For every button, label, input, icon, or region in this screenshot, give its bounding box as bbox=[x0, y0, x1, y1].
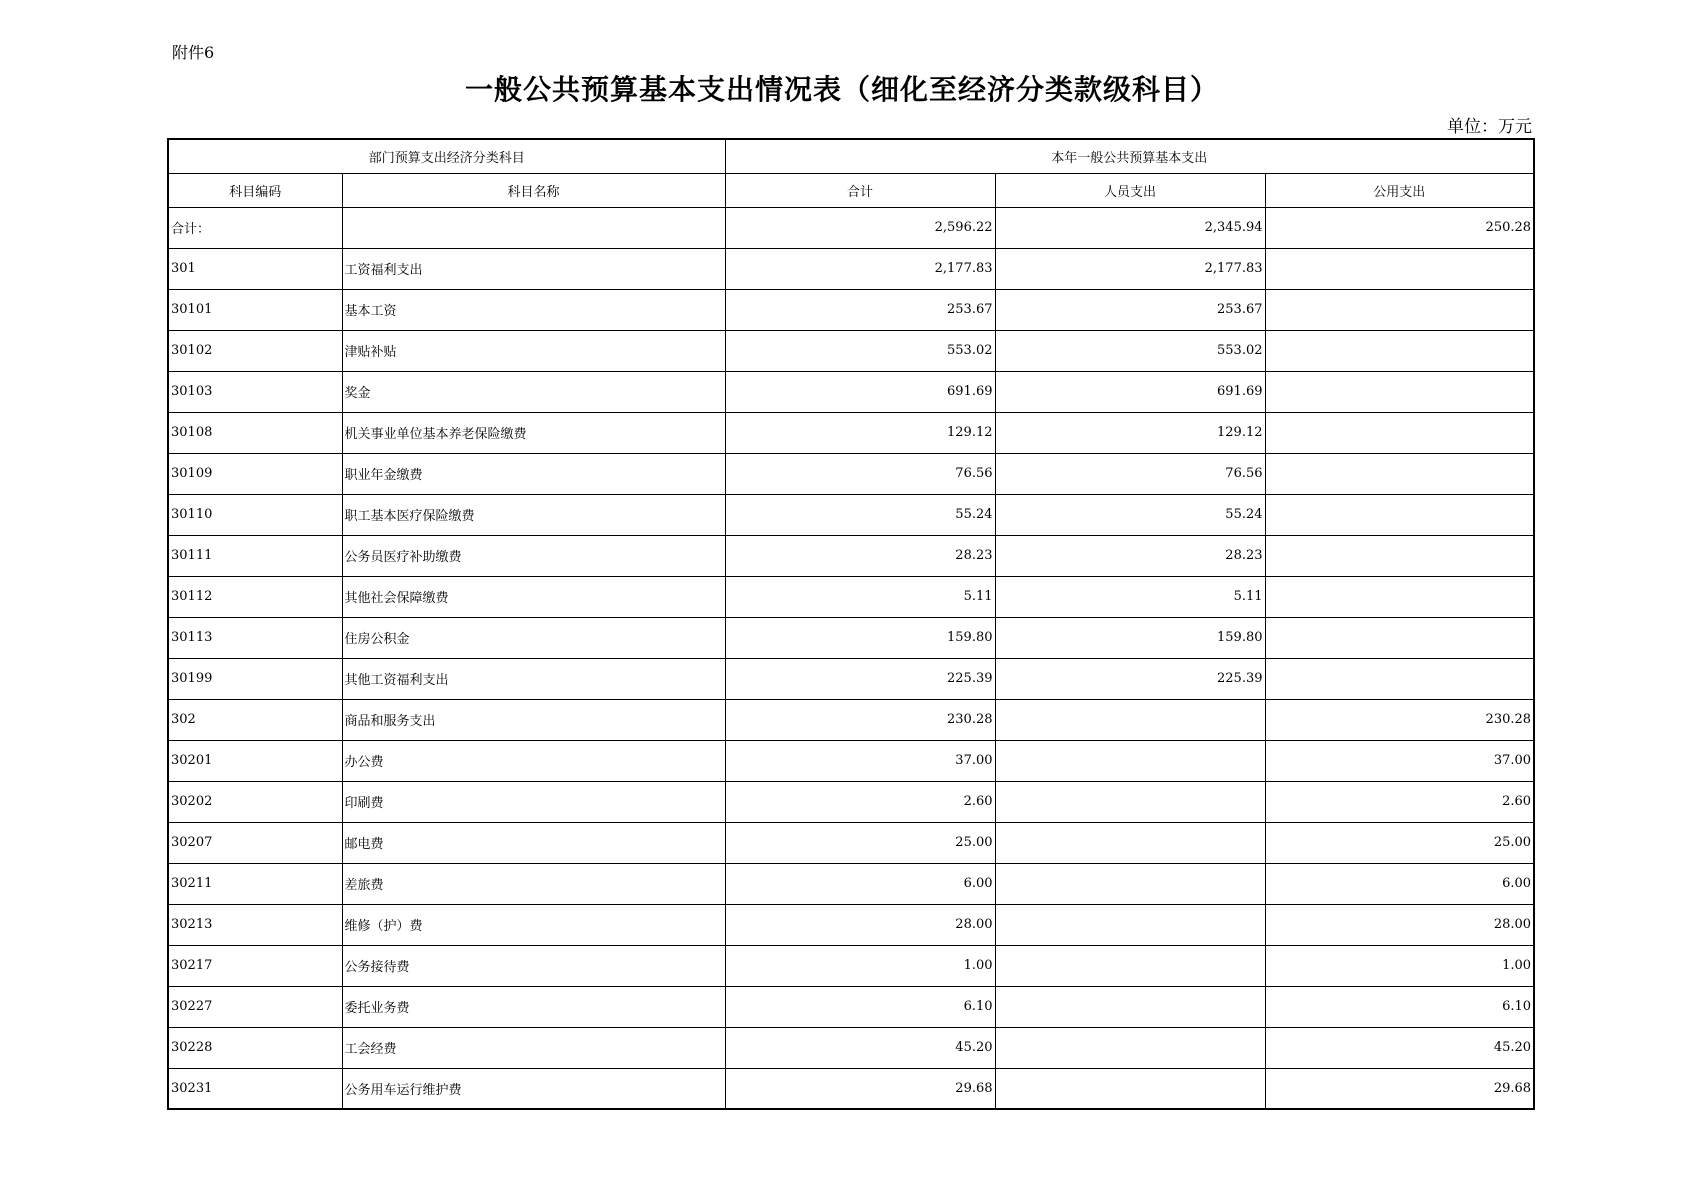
group-header-classification: 部门预算支出经济分类科目 bbox=[168, 139, 725, 173]
cell-public: 29.68 bbox=[1265, 1068, 1534, 1109]
cell-personnel: 2,345.94 bbox=[995, 207, 1265, 248]
cell-code: 30217 bbox=[168, 945, 342, 986]
cell-personnel bbox=[995, 986, 1265, 1027]
cell-code: 30201 bbox=[168, 740, 342, 781]
cell-total: 28.00 bbox=[725, 904, 995, 945]
table-row bbox=[168, 781, 1534, 822]
cell-code: 30102 bbox=[168, 330, 342, 371]
cell-code: 301 bbox=[168, 248, 342, 289]
cell-public bbox=[1265, 658, 1534, 699]
cell-name: 其他社会保障缴费 bbox=[342, 576, 725, 617]
cell-code: 30103 bbox=[168, 371, 342, 412]
cell-total: 691.69 bbox=[725, 371, 995, 412]
table-row bbox=[168, 289, 1534, 330]
cell-public bbox=[1265, 453, 1534, 494]
column-header-name: 科目名称 bbox=[342, 173, 725, 207]
cell-public bbox=[1265, 371, 1534, 412]
cell-code: 30213 bbox=[168, 904, 342, 945]
cell-public: 28.00 bbox=[1265, 904, 1534, 945]
table-row bbox=[168, 207, 1534, 248]
cell-personnel: 159.80 bbox=[995, 617, 1265, 658]
cell-public: 37.00 bbox=[1265, 740, 1534, 781]
table-row bbox=[168, 986, 1534, 1027]
table-row bbox=[168, 576, 1534, 617]
cell-personnel bbox=[995, 740, 1265, 781]
cell-total: 76.56 bbox=[725, 453, 995, 494]
cell-code: 302 bbox=[168, 699, 342, 740]
cell-name: 公务用车运行维护费 bbox=[342, 1068, 725, 1109]
cell-name bbox=[342, 207, 725, 248]
cell-code: 30112 bbox=[168, 576, 342, 617]
table-row bbox=[168, 740, 1534, 781]
cell-total: 2.60 bbox=[725, 781, 995, 822]
cell-personnel: 5.11 bbox=[995, 576, 1265, 617]
cell-personnel: 553.02 bbox=[995, 330, 1265, 371]
cell-public: 45.20 bbox=[1265, 1027, 1534, 1068]
cell-name: 印刷费 bbox=[342, 781, 725, 822]
cell-code: 30227 bbox=[168, 986, 342, 1027]
cell-total: 25.00 bbox=[725, 822, 995, 863]
table-row bbox=[168, 453, 1534, 494]
cell-personnel bbox=[995, 904, 1265, 945]
cell-total: 553.02 bbox=[725, 330, 995, 371]
cell-code: 30228 bbox=[168, 1027, 342, 1068]
cell-personnel: 225.39 bbox=[995, 658, 1265, 699]
cell-name: 住房公积金 bbox=[342, 617, 725, 658]
cell-name: 邮电费 bbox=[342, 822, 725, 863]
cell-total: 1.00 bbox=[725, 945, 995, 986]
cell-personnel: 2,177.83 bbox=[995, 248, 1265, 289]
cell-total: 37.00 bbox=[725, 740, 995, 781]
table-row bbox=[168, 658, 1534, 699]
cell-code: 30211 bbox=[168, 863, 342, 904]
cell-code: 30113 bbox=[168, 617, 342, 658]
cell-personnel bbox=[995, 822, 1265, 863]
cell-total: 159.80 bbox=[725, 617, 995, 658]
table-row bbox=[168, 412, 1534, 453]
cell-code: 30110 bbox=[168, 494, 342, 535]
cell-personnel: 253.67 bbox=[995, 289, 1265, 330]
cell-code: 30108 bbox=[168, 412, 342, 453]
column-header-row bbox=[168, 173, 1534, 207]
group-header-row bbox=[168, 139, 1534, 173]
table-row bbox=[168, 494, 1534, 535]
cell-code: 30111 bbox=[168, 535, 342, 576]
cell-personnel bbox=[995, 863, 1265, 904]
budget-table bbox=[167, 138, 1535, 1110]
table-row bbox=[168, 535, 1534, 576]
table-row bbox=[168, 617, 1534, 658]
cell-public: 6.00 bbox=[1265, 863, 1534, 904]
cell-code: 30202 bbox=[168, 781, 342, 822]
cell-code: 30207 bbox=[168, 822, 342, 863]
table-row bbox=[168, 1068, 1534, 1109]
cell-code: 30199 bbox=[168, 658, 342, 699]
cell-public: 250.28 bbox=[1265, 207, 1534, 248]
table-row bbox=[168, 699, 1534, 740]
cell-total: 6.10 bbox=[725, 986, 995, 1027]
table-row bbox=[168, 822, 1534, 863]
cell-name: 基本工资 bbox=[342, 289, 725, 330]
cell-name: 公务接待费 bbox=[342, 945, 725, 986]
cell-personnel: 28.23 bbox=[995, 535, 1265, 576]
unit-label: 单位：万元 bbox=[1447, 117, 1532, 137]
table-row bbox=[168, 904, 1534, 945]
cell-total: 28.23 bbox=[725, 535, 995, 576]
column-header-personnel: 人员支出 bbox=[995, 173, 1265, 207]
cell-personnel bbox=[995, 945, 1265, 986]
cell-total: 29.68 bbox=[725, 1068, 995, 1109]
cell-personnel: 129.12 bbox=[995, 412, 1265, 453]
column-header-total: 合计 bbox=[725, 173, 995, 207]
column-header-code: 科目编码 bbox=[168, 173, 342, 207]
cell-total: 55.24 bbox=[725, 494, 995, 535]
cell-name: 办公费 bbox=[342, 740, 725, 781]
cell-public bbox=[1265, 617, 1534, 658]
cell-personnel bbox=[995, 781, 1265, 822]
table-row bbox=[168, 863, 1534, 904]
cell-public bbox=[1265, 248, 1534, 289]
cell-total: 129.12 bbox=[725, 412, 995, 453]
table-row bbox=[168, 330, 1534, 371]
cell-personnel: 691.69 bbox=[995, 371, 1265, 412]
cell-total: 2,177.83 bbox=[725, 248, 995, 289]
cell-public: 230.28 bbox=[1265, 699, 1534, 740]
cell-public bbox=[1265, 412, 1534, 453]
cell-total: 45.20 bbox=[725, 1027, 995, 1068]
cell-name: 差旅费 bbox=[342, 863, 725, 904]
cell-public: 1.00 bbox=[1265, 945, 1534, 986]
page-title: 一般公共预算基本支出情况表（细化至经济分类款级科目） bbox=[464, 73, 1219, 106]
table-body bbox=[168, 207, 1534, 1109]
cell-total: 6.00 bbox=[725, 863, 995, 904]
column-header-public: 公用支出 bbox=[1265, 173, 1534, 207]
cell-public bbox=[1265, 330, 1534, 371]
cell-name: 委托业务费 bbox=[342, 986, 725, 1027]
cell-name: 商品和服务支出 bbox=[342, 699, 725, 740]
cell-public bbox=[1265, 535, 1534, 576]
cell-personnel: 76.56 bbox=[995, 453, 1265, 494]
cell-personnel: 55.24 bbox=[995, 494, 1265, 535]
cell-name: 工资福利支出 bbox=[342, 248, 725, 289]
cell-public: 2.60 bbox=[1265, 781, 1534, 822]
attachment-label: 附件6 bbox=[172, 43, 215, 62]
cell-personnel bbox=[995, 699, 1265, 740]
table-row bbox=[168, 371, 1534, 412]
cell-name: 工会经费 bbox=[342, 1027, 725, 1068]
cell-name: 职工基本医疗保险缴费 bbox=[342, 494, 725, 535]
cell-name: 津贴补贴 bbox=[342, 330, 725, 371]
cell-code: 30101 bbox=[168, 289, 342, 330]
cell-public: 6.10 bbox=[1265, 986, 1534, 1027]
cell-public bbox=[1265, 494, 1534, 535]
table-row bbox=[168, 1027, 1534, 1068]
cell-personnel bbox=[995, 1068, 1265, 1109]
cell-total: 2,596.22 bbox=[725, 207, 995, 248]
cell-name: 奖金 bbox=[342, 371, 725, 412]
cell-public: 25.00 bbox=[1265, 822, 1534, 863]
cell-code: 30231 bbox=[168, 1068, 342, 1109]
cell-name: 维修（护）费 bbox=[342, 904, 725, 945]
group-header-expenditure: 本年一般公共预算基本支出 bbox=[725, 139, 1534, 173]
table-row bbox=[168, 945, 1534, 986]
cell-total: 253.67 bbox=[725, 289, 995, 330]
cell-personnel bbox=[995, 1027, 1265, 1068]
cell-name: 其他工资福利支出 bbox=[342, 658, 725, 699]
cell-code: 30109 bbox=[168, 453, 342, 494]
cell-total: 5.11 bbox=[725, 576, 995, 617]
cell-code: 合计： bbox=[168, 207, 342, 248]
cell-public bbox=[1265, 576, 1534, 617]
cell-name: 职业年金缴费 bbox=[342, 453, 725, 494]
cell-total: 230.28 bbox=[725, 699, 995, 740]
cell-name: 机关事业单位基本养老保险缴费 bbox=[342, 412, 725, 453]
cell-total: 225.39 bbox=[725, 658, 995, 699]
table-row bbox=[168, 248, 1534, 289]
cell-name: 公务员医疗补助缴费 bbox=[342, 535, 725, 576]
cell-public bbox=[1265, 289, 1534, 330]
